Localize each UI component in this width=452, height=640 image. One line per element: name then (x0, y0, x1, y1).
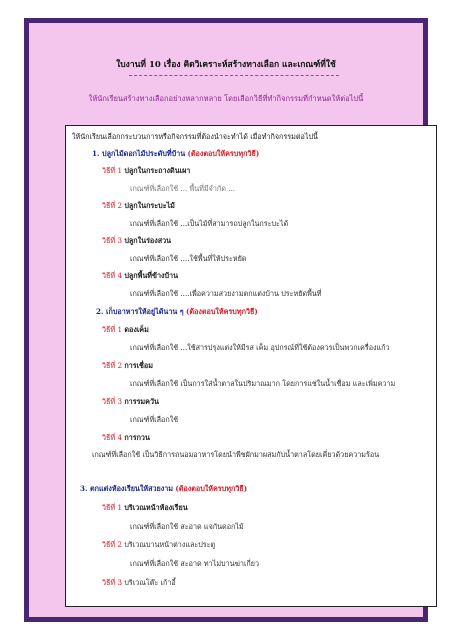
worksheet-instruction: ให้นักเรียนสร้างทางเลือกอย่างหลากหลาย โดยเลือกวิธีที่ทำกิจกรรมที่กำหนดให้ต่อไปนี้ (88, 94, 364, 103)
method-name: ดองเค็ม (124, 325, 149, 334)
method-row (102, 433, 150, 444)
method-criteria: เกณฑ์ที่เลือกใช้ ...ใช้สารปรุงแต่งให้มีรส เค็ม อุปกรณ์ที่ใช้ต้องควรเป็นพวกเครื่องแก้ว (130, 343, 390, 352)
method-label: วิธีที่ 2 (102, 540, 123, 549)
method-name: ปลูกในกระบะไม้ (124, 201, 175, 210)
method-name: บริเวณบานหน้าต่างและประตู (124, 540, 216, 549)
method-row (102, 236, 171, 247)
method-row (102, 503, 188, 514)
answer-all-note: (ต้องตอบให้ครบทุกวิธี) (185, 307, 258, 316)
method-criteria: เกณฑ์ที่เลือกใช้ สะอาด แจกันดอกไม้ (130, 522, 244, 531)
criteria-text: เกณฑ์ที่เลือกใช้ ... พื้นที่มีจำกัด ... (130, 184, 236, 193)
answer-box (65, 125, 437, 607)
method-row (102, 540, 215, 551)
method-row (102, 361, 153, 372)
method-name: การเชื่อม (124, 361, 153, 370)
method-label: วิธีที่ 4 (102, 271, 123, 280)
section-title: 3. ตกแต่งห้องเรียนให้สวยงาม (80, 484, 174, 493)
section-heading (92, 149, 259, 160)
method-row (102, 325, 149, 336)
dashed-divider (129, 75, 339, 76)
section-title: 1. ปลูกไม้ดอกไม้ประดับที่บ้าน (92, 149, 186, 158)
method-label: วิธีที่ 1 (102, 325, 123, 334)
method-criteria: เกณฑ์ที่เลือกใช้ ....เพื่อความสวยงามตกแต่งบ้าน ประหยัดพื้นที่ (130, 289, 322, 298)
method-row (102, 578, 176, 589)
method-criteria: เกณฑ์ที่เลือกใช้ ...เป็นไม้ที่สามารถปลูกในกระบะได้ (130, 219, 289, 228)
method-label: วิธีที่ 3 (102, 578, 123, 587)
method-criteria: เกณฑ์ที่เลือกใช้ สะอาด ทาไม่บานฆ่าเกี่ยว (130, 559, 259, 568)
method-label: วิธีที่ 2 (102, 201, 123, 210)
section-title: 2. เก็บอาหารให้อยู่ได้นาน ๆ (96, 307, 184, 316)
method-label: วิธีที่ 1 (102, 503, 123, 512)
method-row (102, 166, 190, 177)
method-name: ปลูกในร่องสวน (124, 236, 172, 245)
answer-all-note: (ต้องตอบให้ครบทุกวิธี) (175, 484, 248, 493)
method-criteria: เกณฑ์ที่เลือกใช้ เป็นวิธีการถนอมอาหารโดยนำพืชผักมาผสมกับน้ำตาลโดยเคี่ยวด้วยความร้อน (92, 450, 380, 459)
method-name: การรมควัน (124, 397, 159, 406)
section-heading (96, 307, 258, 318)
answer-all-note: (ต้องตอบให้ครบทุกวิธี) (187, 149, 260, 158)
method-row (102, 397, 159, 408)
method-criteria: เกณฑ์ที่เลือกใช้ ....ใช้พื้นที่ให้ประหยัด (130, 254, 247, 263)
method-label: วิธีที่ 3 (102, 236, 123, 245)
section-heading (80, 484, 247, 495)
method-label: วิธีที่ 3 (102, 397, 123, 406)
method-criteria (130, 184, 235, 195)
method-name: การกวน (124, 433, 150, 442)
method-name: บริเวณหน้าห้องเรียน (124, 503, 188, 512)
method-label: วิธีที่ 4 (102, 433, 123, 442)
worksheet-title: ใบงานที่ 10 เรื่อง คิดวิเคราะห์สร้างทางเลือก และเกณฑ์ที่ใช้ (116, 60, 336, 70)
method-label: วิธีที่ 1 (102, 166, 123, 175)
method-label: วิธีที่ 2 (102, 361, 123, 370)
method-name: บริเวณโต๊ะ เก้าอี้ (124, 578, 176, 587)
worksheet-page (24, 18, 428, 622)
method-row (102, 271, 178, 282)
box-intro: ให้นักเรียนเลือกกระบวนการหรือกิจกรรมที่ต้องนำจะทำได้ เมื่อทำกิจกรรมต่อไปนี้ (72, 132, 318, 141)
method-criteria: เกณฑ์ที่เลือกใช้ เป็นการใส่น้ำตาลในปริมาณมาก โดยการแช่ในน้ำเชื่อม และเพิ่มความ (130, 379, 396, 388)
method-name: ปลูกพื้นที่ข้างบ้าน (124, 271, 179, 280)
method-row (102, 201, 175, 212)
method-criteria: เกณฑ์ที่เลือกใช้ (130, 415, 179, 424)
method-name: ปลูกในกระถางดินเผา (124, 166, 191, 175)
